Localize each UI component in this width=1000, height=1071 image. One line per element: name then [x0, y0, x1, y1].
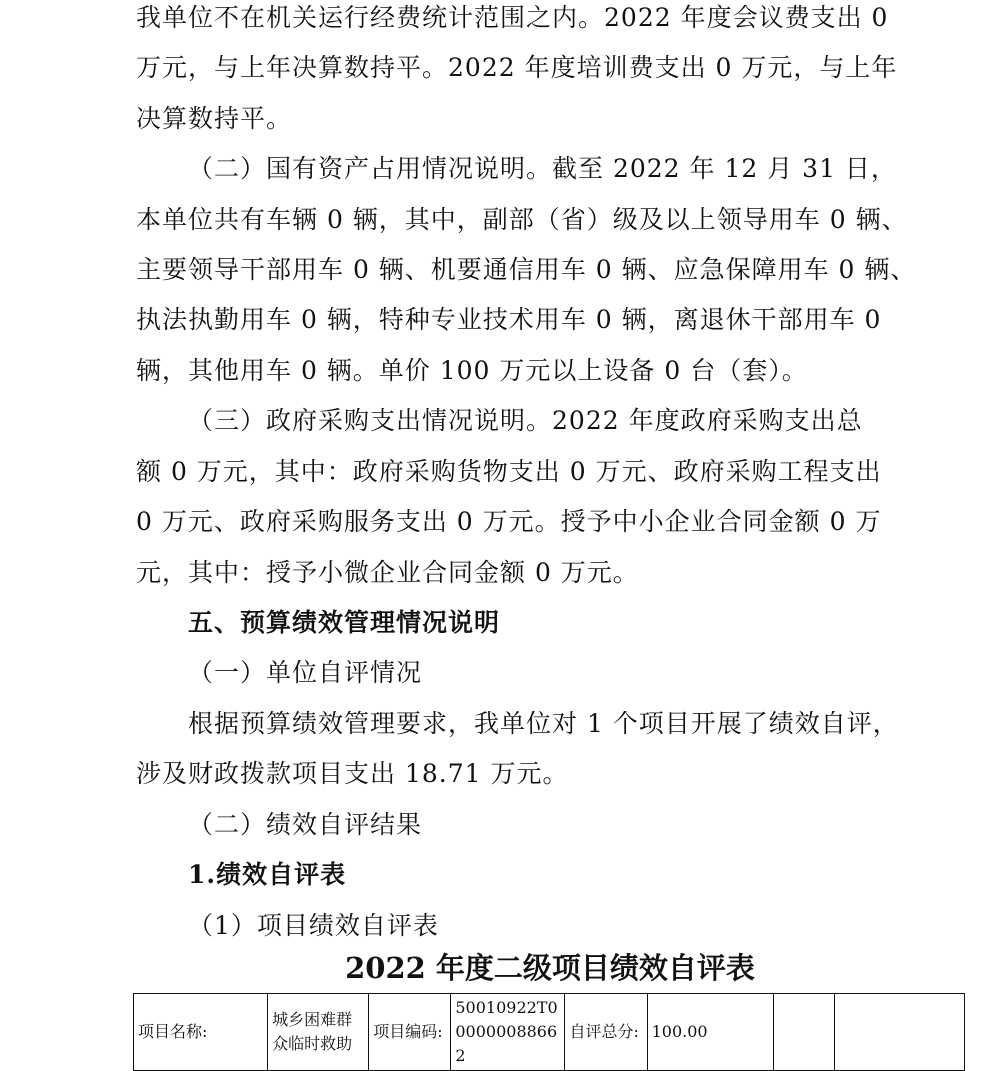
table-caption: （1）项目绩效自评表 [188, 911, 439, 940]
paragraph-line: 决算数持平。 [136, 104, 293, 133]
evaluation-table [133, 993, 965, 1071]
project-code-label-cell: 项目编码: [369, 994, 451, 1071]
table-title: 2022 年度二级项目绩效自评表 [345, 951, 755, 985]
empty-cell [773, 994, 834, 1071]
project-name-label-cell: 项目名称: [134, 994, 268, 1071]
chapter-heading: 五、预算绩效管理情况说明 [188, 608, 501, 637]
paragraph-line: 本单位共有车辆 0 辆，其中，副部（省）级及以上领导用车 0 辆、 [136, 205, 908, 234]
score-value-cell: 100.00 [647, 994, 773, 1071]
paragraph-line: 根据预算绩效管理要求，我单位对 1 个项目开展了绩效自评， [188, 709, 899, 738]
project-name-value-cell: 城乡困难群众临时救助 [268, 994, 369, 1071]
subsection-heading: （二）绩效自评结果 [188, 810, 423, 839]
paragraph-line: 额 0 万元，其中：政府采购货物支出 0 万元、政府采购工程支出 [136, 457, 882, 486]
table-row [134, 994, 965, 1071]
subsection-heading: （一）单位自评情况 [188, 658, 423, 687]
empty-cell [834, 994, 964, 1071]
paragraph-line: 涉及财政拨款项目支出 18.71 万元。 [136, 759, 569, 788]
section-heading-procurement: （三）政府采购支出情况说明。2022 年度政府采购支出总 [188, 406, 863, 435]
paragraph-line: 我单位不在机关运行经费统计范围之内。2022 年度会议费支出 0 [136, 3, 889, 32]
score-label-cell: 自评总分: [565, 994, 647, 1071]
section-heading-assets: （二）国有资产占用情况说明。截至 2022 年 12 月 31 日， [188, 154, 897, 183]
project-code-value-cell: 50010922T000000088662 [451, 994, 565, 1071]
paragraph-line: 元，其中：授予小微企业合同金额 0 万元。 [136, 558, 639, 587]
table-section-heading: 1.绩效自评表 [188, 860, 347, 889]
paragraph-line: 执法执勤用车 0 辆，特种专业技术用车 0 辆，离退休干部用车 0 [136, 305, 882, 334]
paragraph-line: 主要领导干部用车 0 辆、机要通信用车 0 辆、应急保障用车 0 辆、 [136, 255, 917, 284]
paragraph-line: 万元，与上年决算数持平。2022 年度培训费支出 0 万元，与上年 [136, 53, 898, 82]
paragraph-line: 辆，其他用车 0 辆。单价 100 万元以上设备 0 台（套）。 [136, 356, 808, 385]
paragraph-line: 0 万元、政府采购服务支出 0 万元。授予中小企业合同金额 0 万 [136, 507, 882, 536]
